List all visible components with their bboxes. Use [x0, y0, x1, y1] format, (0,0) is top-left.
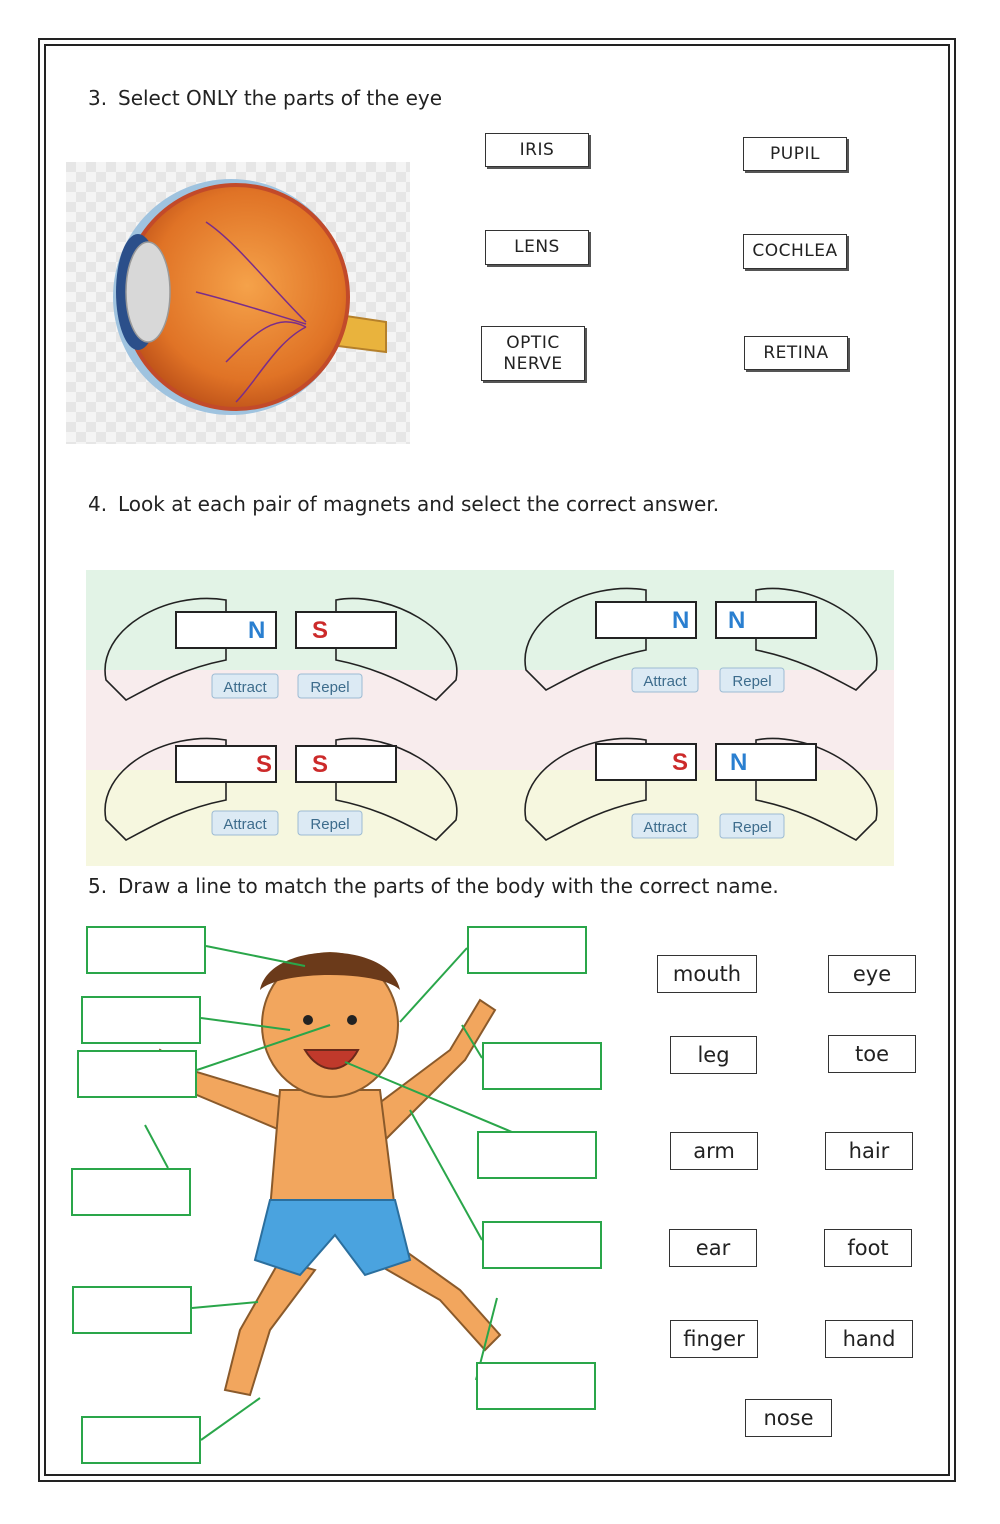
word-nose[interactable]: nose: [745, 1399, 832, 1437]
answer-box-mouth[interactable]: [477, 1131, 597, 1179]
question-5-text: Draw a line to match the parts of the body with the correct name.: [118, 874, 779, 898]
magnet-3-attract-label: Attract: [223, 816, 267, 833]
option-cochlea[interactable]: COCHLEA: [743, 234, 847, 269]
word-hair[interactable]: hair: [825, 1132, 913, 1170]
answer-box-foot[interactable]: [81, 1416, 201, 1464]
answer-box-hair[interactable]: [86, 926, 206, 974]
word-leg[interactable]: leg: [670, 1036, 757, 1074]
magnet-2-left-pole: N: [672, 607, 690, 634]
magnet-3-right-pole: S: [312, 751, 329, 778]
magnet-4-right-pole: N: [730, 749, 748, 776]
word-hand[interactable]: hand: [825, 1320, 913, 1358]
magnet-4-attract-label: Attract: [643, 819, 687, 836]
option-iris[interactable]: IRIS: [485, 133, 589, 167]
word-toe[interactable]: toe: [828, 1035, 916, 1073]
word-foot[interactable]: foot: [824, 1229, 912, 1267]
option-pupil[interactable]: PUPIL: [743, 137, 847, 171]
question-4-number: 4.: [88, 492, 108, 516]
word-ear[interactable]: ear: [669, 1229, 757, 1267]
option-retina[interactable]: RETINA: [744, 336, 848, 370]
magnet-1-attract-label: Attract: [223, 679, 267, 696]
magnet-1-right-pole: S: [312, 617, 329, 644]
option-optic-nerve-line1: OPTIC: [506, 332, 560, 353]
answer-box-arm[interactable]: [482, 1221, 602, 1269]
option-lens[interactable]: LENS: [485, 230, 589, 265]
word-mouth[interactable]: mouth: [657, 955, 757, 993]
answer-box-eye[interactable]: [467, 926, 587, 974]
question-4-text: Look at each pair of magnets and select the correct answer.: [118, 492, 720, 516]
word-arm[interactable]: arm: [670, 1132, 758, 1170]
answer-box-leg[interactable]: [72, 1286, 192, 1334]
option-optic-nerve-line2: NERVE: [503, 353, 563, 374]
answer-box-ear[interactable]: [81, 996, 201, 1044]
word-eye[interactable]: eye: [828, 955, 916, 993]
answer-box-nose[interactable]: [77, 1050, 197, 1098]
magnet-4-repel-label: Repel: [732, 819, 772, 836]
question-5-number: 5.: [88, 874, 108, 898]
magnet-2-attract-label: Attract: [643, 673, 687, 690]
magnet-2-right-pole: N: [728, 607, 746, 634]
answer-box-toe[interactable]: [476, 1362, 596, 1410]
answer-box-hand-left[interactable]: [71, 1168, 191, 1216]
magnet-1-repel-label: Repel: [310, 679, 350, 696]
question-3-number: 3.: [88, 86, 108, 110]
magnet-1-left-pole: N: [248, 617, 266, 644]
magnet-3-left-pole: S: [256, 751, 273, 778]
answer-box-finger[interactable]: [482, 1042, 602, 1090]
question-3-text: Select ONLY the parts of the eye: [118, 86, 443, 110]
word-finger[interactable]: finger: [670, 1320, 758, 1358]
magnet-4-left-pole: S: [672, 749, 689, 776]
magnet-2-repel-label: Repel: [732, 673, 772, 690]
magnet-3-repel-label: Repel: [310, 816, 350, 833]
